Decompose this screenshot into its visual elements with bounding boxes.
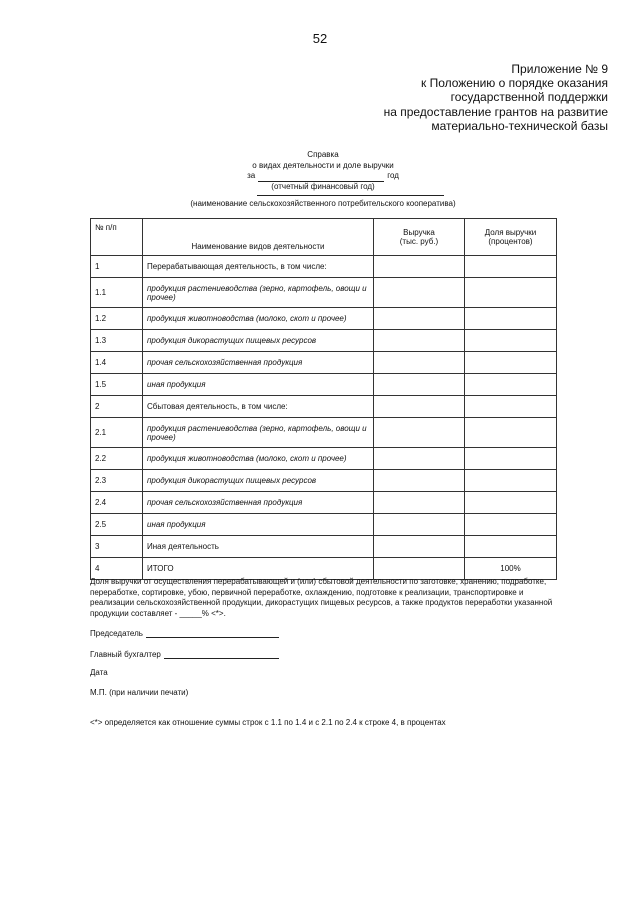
row-number: 2.4 [91,492,143,514]
document-subtitle: о видах деятельности и доле выручки [252,160,394,170]
column-header-revenue: Выручка (тыс. руб.) [374,219,465,256]
table-row [91,374,557,396]
row-revenue[interactable] [374,514,465,536]
chairman-label: Председатель [90,629,143,638]
revenue-share-note: Доля выручки от осуществления перерабатывающей и (или) сбытовой деятельности по заготовке, хранению, подработке, переработке, сортировке, убою, первичной переработке, охлаждению, подготовке к реализации, транспортировке и реализации сельскохозяйственной продукции, дикорастущих пищевых ресурсов, а также продуктов переработки указанной продукции составляет - _____% <*>. [90,577,553,618]
row-share[interactable] [465,448,557,470]
row-activity-name: Сбытовая деятельность, в том числе: [143,396,374,418]
table-row [91,396,557,418]
org-name-note: (наименование сельскохозяйственного потребительского кооператива) [190,199,456,208]
row-number: 2 [91,396,143,418]
row-share[interactable] [465,470,557,492]
row-number: 4 [91,558,143,580]
row-revenue[interactable] [374,330,465,352]
row-revenue[interactable] [374,470,465,492]
row-number: 2.5 [91,514,143,536]
period-prefix: за [247,171,256,180]
period-suffix: год [387,171,399,180]
chairman-signature-line[interactable] [146,628,279,638]
row-share[interactable] [465,352,557,374]
row-revenue[interactable] [374,536,465,558]
chairman-signature [90,628,279,638]
appendix-line: государственной поддержки [450,90,608,105]
row-activity-name: продукция животноводства (молоко, скот и прочее) [143,308,374,330]
period-blank-line [258,173,384,182]
table-row [91,514,557,536]
row-revenue[interactable] [374,278,465,308]
row-revenue[interactable] [374,492,465,514]
row-number: 1.4 [91,352,143,374]
document-title: Справка [307,150,339,159]
table-row [91,256,557,278]
column-header-number: № п/п [91,219,143,256]
row-share[interactable]: 100% [465,558,557,580]
row-share[interactable] [465,256,557,278]
column-header-share: Доля выручки (процентов) [465,219,557,256]
row-number: 3 [91,536,143,558]
row-share[interactable] [465,330,557,352]
row-revenue[interactable] [374,448,465,470]
row-number: 1.1 [91,278,143,308]
appendix-line: Приложение № 9 [511,62,608,76]
row-activity-name: ИТОГО [143,558,374,580]
row-activity-name: продукция животноводства (молоко, скот и прочее) [143,448,374,470]
table-row [91,278,557,308]
row-revenue[interactable] [374,352,465,374]
page-number: 52 [312,31,328,46]
row-share[interactable] [465,536,557,558]
row-share[interactable] [465,418,557,448]
row-share[interactable] [465,278,557,308]
table-row [91,308,557,330]
row-number: 1.3 [91,330,143,352]
period-note: (отчетный финансовый год) [271,181,375,191]
table-row [91,330,557,352]
table-header-row [91,219,557,256]
row-share[interactable] [465,308,557,330]
row-number: 1.5 [91,374,143,396]
row-activity-name: продукция дикорастущих пищевых ресурсов [143,330,374,352]
row-activity-name: прочая сельскохозяйственная продукция [143,492,374,514]
appendix-header [384,62,608,133]
row-activity-name: прочая сельскохозяйственная продукция [143,352,374,374]
row-share[interactable] [465,514,557,536]
row-revenue[interactable] [374,396,465,418]
row-revenue[interactable] [374,308,465,330]
table-row [91,418,557,448]
period-field [90,171,556,182]
table-row [91,492,557,514]
date-label: Дата [90,668,108,677]
appendix-line: на предоставление грантов на развитие [383,104,608,119]
row-activity-name: продукция растениеводства (зерно, картофель, овощи и прочее) [143,278,374,308]
row-activity-name: продукция растениеводства (зерно, картофель, овощи и прочее) [143,418,374,448]
accountant-signature [90,649,279,659]
row-number: 1 [91,256,143,278]
row-activity-name: иная продукция [143,514,374,536]
table-row [91,470,557,492]
footnote: <*> определяется как отношение суммы строк с 1.1 по 1.4 и с 2.1 по 2.4 к строке 4, в процентах [90,718,446,727]
table-row [91,352,557,374]
row-share[interactable] [465,374,557,396]
row-activity-name: продукция дикорастущих пищевых ресурсов [143,470,374,492]
accountant-label: Главный бухгалтер [90,650,161,659]
stamp-label: М.П. (при наличии печати) [90,688,189,697]
row-number: 2.2 [91,448,143,470]
accountant-signature-line[interactable] [164,649,279,659]
table-row [91,536,557,558]
row-share[interactable] [465,396,557,418]
row-revenue[interactable] [374,256,465,278]
appendix-line: материально-технической базы [431,118,608,133]
appendix-line: к Положению о порядке оказания [420,76,608,91]
row-share[interactable] [465,492,557,514]
row-revenue[interactable] [374,418,465,448]
row-activity-name: Перерабатывающая деятельность, в том числе: [143,256,374,278]
row-number: 2.1 [91,418,143,448]
row-revenue[interactable] [374,374,465,396]
row-activity-name: Иная деятельность [143,536,374,558]
row-number: 2.3 [91,470,143,492]
column-header-activity: Наименование видов деятельности [143,219,374,256]
table-row [91,448,557,470]
org-name-line [257,195,444,196]
row-activity-name: иная продукция [143,374,374,396]
activity-table [90,218,557,580]
row-number: 1.2 [91,308,143,330]
